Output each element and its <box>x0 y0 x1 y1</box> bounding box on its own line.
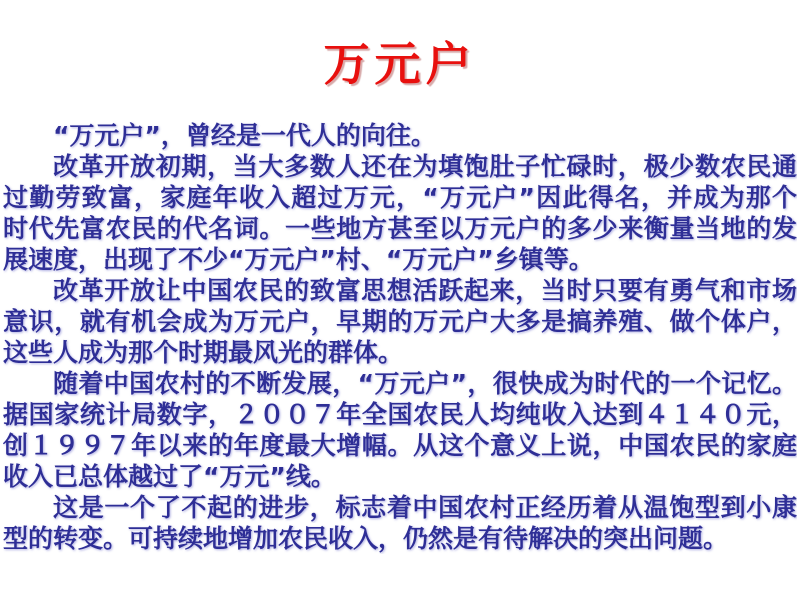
body-text-block <box>3 120 797 554</box>
body-line: 时代先富农民的代名词。一些地方甚至以万元户的多少来衡量当地的发 <box>3 214 797 243</box>
body-line: 意识，就有机会成为万元户，早期的万元户大多是搞养殖、做个体户， <box>3 307 797 336</box>
body-line: 这是一个了不起的进步，标志着中国农村正经历着从温饱型到小康 <box>53 493 797 522</box>
body-line: 随着中国农村的不断发展，“万元户”，很快成为时代的一个记忆。 <box>53 369 797 398</box>
body-line: 改革开放让中国农民的致富思想活跃起来，当时只要有勇气和市场 <box>53 276 797 305</box>
body-line: 过勤劳致富，家庭年收入超过万元，“万元户”因此得名，并成为那个 <box>3 183 797 212</box>
body-line: 据国家统计局数字，２００７年全国农民人均纯收入达到４１４０元， <box>3 400 797 429</box>
body-line: “万元户”，曾经是一代人的向往。 <box>53 121 436 150</box>
body-line: 改革开放初期，当大多数人还在为填饱肚子忙碌时，极少数农民通 <box>53 152 797 181</box>
body-line: 创１９９７年以来的年度最大增幅。从这个意义上说，中国农民的家庭 <box>3 431 797 460</box>
page-title: 万元户 <box>323 37 477 91</box>
body-line: 这些人成为那个时期最风光的群体。 <box>3 338 404 367</box>
body-line: 型的转变。可持续地增加农民收入，仍然是有待解决的突出问题。 <box>3 524 729 553</box>
body-line: 收入已总体越过了“万元”线。 <box>3 462 336 491</box>
body-line: 展速度，出现了不少“万元户”村、“万元户”乡镇等。 <box>3 245 594 274</box>
